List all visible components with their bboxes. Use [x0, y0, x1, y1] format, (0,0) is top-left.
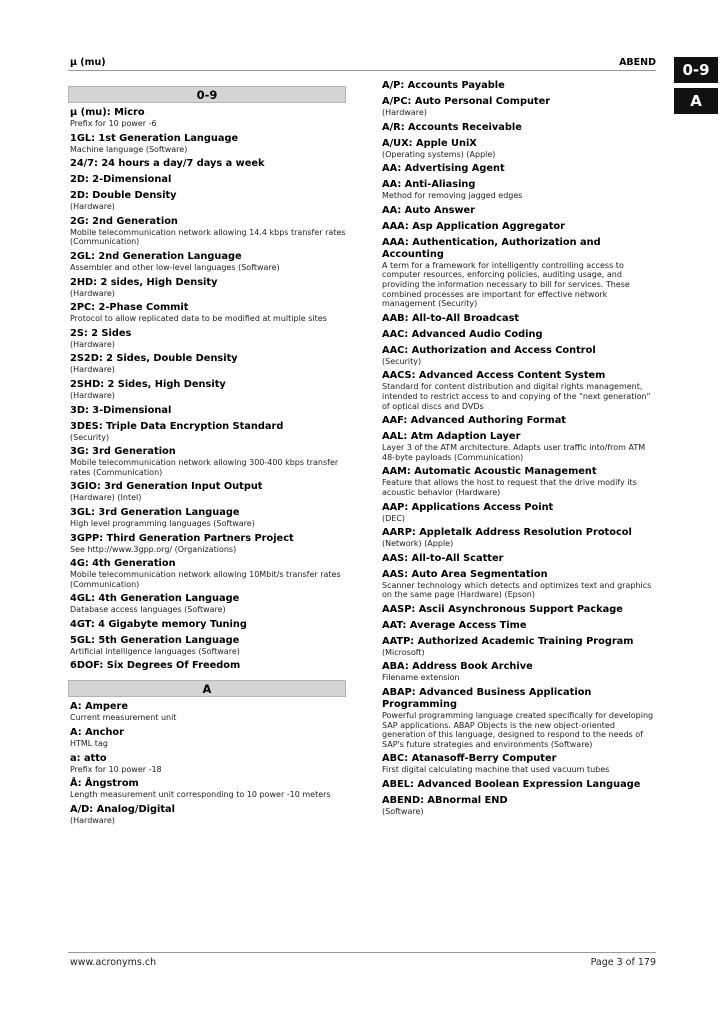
entry-description: (Microsoft) [382, 647, 425, 657]
glossary-entry [68, 133, 346, 155]
entry-term: ABAP: Advanced Business Application Programming [382, 687, 592, 711]
entry-description: Protocol to allow replicated data to be modified at multiple sites [70, 314, 327, 324]
entry-term: ABEND: ABnormal END [382, 795, 508, 807]
running-header-right: ABEND [619, 57, 656, 68]
entry-description: (Network) (Apple) [382, 539, 454, 549]
entry-description: High level programming languages (Software) [70, 518, 255, 528]
glossary-entry [380, 345, 658, 367]
glossary-entry [68, 660, 346, 672]
glossary-entry [68, 174, 346, 186]
entry-description: Machine language (Software) [70, 144, 188, 154]
entry-term: AASP: Ascii Asynchronous Support Package [382, 603, 623, 615]
glossary-entry [380, 415, 658, 427]
glossary-entry [380, 502, 658, 524]
entry-term: ABC: Atanasoff-Berry Computer [382, 753, 557, 765]
entry-description: (Hardware) [382, 108, 427, 117]
entry-term: 4G: 4th Generation [70, 558, 176, 570]
glossary-entry [68, 481, 346, 503]
entry-description: Prefix for 10 power -18 [70, 764, 162, 774]
entry-description: (Hardware) [70, 390, 115, 400]
glossary-entry [68, 216, 346, 247]
entry-description: HTML tag [70, 739, 108, 749]
glossary-entry [68, 251, 346, 273]
glossary-entry [380, 179, 658, 201]
entry-description: Current measurement unit [70, 713, 177, 723]
entry-term: AACS: Advanced Access Content System [382, 370, 606, 382]
entry-term: AAS: All-to-All Scatter [382, 552, 504, 564]
entry-term: AAL: Atm Adaption Layer [382, 431, 521, 443]
entry-description: Length measurement unit corresponding to 10 power -10 meters [70, 790, 331, 800]
entry-term: Å: Ångstrom [70, 778, 139, 790]
glossary-entry [68, 277, 346, 299]
glossary-entry [380, 329, 658, 341]
entry-description: Artificial intelligence languages (Software) [70, 646, 240, 656]
glossary-entry [68, 558, 346, 589]
glossary-entry [380, 237, 658, 309]
glossary-entry [68, 302, 346, 324]
entry-term: AAB: All-to-All Broadcast [382, 312, 520, 324]
entry-description: Assembler and other low-level languages (Software) [70, 262, 280, 272]
glossary-entry [68, 421, 346, 443]
glossary-entry [380, 569, 658, 600]
entry-term: 2SHD: 2 Sides, High Density [70, 378, 226, 390]
glossary-entry [380, 553, 658, 565]
entry-description: (Hardware) [70, 202, 115, 212]
glossary-entry [380, 779, 658, 791]
entry-term: 5GL: 5th Generation Language [70, 634, 240, 646]
entry-term: A/PC: Auto Personal Computer [382, 96, 551, 107]
entry-term: µ (mu): Micro [70, 107, 145, 118]
glossary-entry [380, 661, 658, 683]
glossary-entry [68, 804, 346, 826]
entry-term: 2PC: 2-Phase Commit [70, 302, 189, 314]
entry-description: Layer 3 of the ATM architecture. Adapts user traffic into/from ATM 48-byte payloads (Communication) [382, 443, 646, 462]
entry-term: AAC: Authorization and Access Control [382, 344, 596, 356]
entry-description: Scanner technology which detects and optimizes text and graphics on the same page (Hardware) (Epson) [382, 580, 652, 600]
glossary-entry [68, 753, 346, 775]
entry-term: 3DES: Triple Data Encryption Standard [70, 420, 284, 432]
glossary-entry [380, 636, 658, 658]
entry-description: First digital calculating machine that used vacuum tubes [382, 765, 610, 775]
entry-description: Prefix for 10 power -6 [70, 119, 157, 128]
glossary-entry [68, 446, 346, 477]
glossary-entry [380, 466, 658, 497]
entry-term: 3G: 3rd Generation [70, 446, 176, 458]
glossary-entry [380, 604, 658, 616]
glossary-entry [380, 687, 658, 749]
index-tab-a[interactable]: A [674, 88, 718, 114]
entry-term: 2D: 2-Dimensional [70, 174, 172, 186]
entry-term: AAM: Automatic Acoustic Management [382, 466, 597, 478]
glossary-entry [68, 328, 346, 350]
entry-term: AATP: Authorized Academic Training Program [382, 635, 634, 647]
glossary-entry [380, 122, 658, 134]
entry-term: AAA: Authentication, Authorization and Accounting [382, 236, 601, 260]
entry-term: AAS: Auto Area Segmentation [382, 568, 548, 580]
entry-term: 4GT: 4 Gigabyte memory Tuning [70, 618, 247, 630]
entry-description: (Security) [70, 432, 110, 442]
glossary-entry [380, 753, 658, 775]
entry-term: 2G: 2nd Generation [70, 215, 178, 227]
entry-term: A/D: Analog/Digital [70, 803, 175, 815]
footer-rule [68, 952, 656, 953]
entry-term: ABA: Address Book Archive [382, 661, 533, 673]
entry-description: (Hardware) [70, 815, 115, 825]
entry-description: (Hardware) (Intel) [70, 493, 142, 503]
glossary-entry [68, 619, 346, 631]
glossary-entry [68, 727, 346, 749]
entry-description: (Hardware) [70, 365, 115, 375]
glossary-entry [380, 205, 658, 217]
glossary-entry [68, 405, 346, 417]
entry-term: AARP: Appletalk Address Resolution Protocol [382, 527, 632, 539]
entry-description: Mobile telecommunication network allowing 14.4 kbps transfer rates (Communication) [70, 227, 346, 247]
glossary-entry [380, 80, 658, 92]
entry-description: Standard for content distribution and digital rights management, intended to restrict access to and copying of the "next generation" of optical discs and DVDs [382, 382, 651, 411]
entry-term: AA: Advertising Agent [382, 163, 505, 175]
entry-term: 3GL: 3rd Generation Language [70, 506, 240, 518]
entry-term: 2S2D: 2 Sides, Double Density [70, 353, 238, 365]
entry-description: Feature that allows the host to request that the drive modify its acoustic behavior (Hardware) [382, 478, 637, 497]
glossary-entry [380, 620, 658, 632]
entry-term: AAC: Advanced Audio Coding [382, 328, 543, 340]
entry-description: Mobile telecommunication network allowing 300-400 kbps transfer rates (Communication) [70, 458, 339, 477]
glossary-entry [380, 96, 658, 118]
entry-description: (Hardware) [70, 339, 115, 349]
header-rule [68, 70, 656, 71]
glossary-entry [68, 158, 346, 170]
entry-term: A: Ampere [70, 701, 129, 713]
footer-website: www.acronyms.ch [70, 957, 157, 968]
entry-description: (Operating systems) (Apple) [382, 149, 496, 159]
glossary-entry [380, 138, 658, 160]
glossary-entry [68, 701, 346, 723]
entry-term: 4GL: 4th Generation Language [70, 593, 240, 605]
glossary-entry [68, 107, 346, 129]
entry-description: (Security) [382, 356, 422, 366]
entry-term: 2HD: 2 sides, High Density [70, 276, 218, 288]
footer-page-number: Page 3 of 179 [590, 957, 656, 968]
entry-term: a: atto [70, 752, 107, 764]
entry-term: ABEL: Advanced Boolean Expression Language [382, 779, 641, 791]
entry-term: 3GPP: Third Generation Partners Project [70, 532, 294, 544]
section-heading: 0-9 [68, 86, 346, 103]
entry-term: 24/7: 24 hours a day/7 days a week [70, 158, 265, 170]
glossary-entry [380, 163, 658, 175]
entry-term: AAF: Advanced Authoring Format [382, 415, 566, 427]
glossary-entry [68, 507, 346, 529]
entry-term: AA: Anti-Aliasing [382, 179, 476, 191]
glossary-entry [380, 527, 658, 549]
entry-term: A/P: Accounts Payable [382, 80, 505, 91]
entry-term: A: Anchor [70, 727, 124, 739]
entry-description: A term for a framework for intelligently controlling access to computer resources, enforcing policies, auditing usage, and providing the information necessary to bill for services. These combined processes are important for effective network management (Security) [382, 260, 630, 309]
entry-term: 6DOF: Six Degrees Of Freedom [70, 660, 241, 672]
entry-term: 2D: Double Density [70, 190, 177, 202]
left-column [68, 80, 346, 829]
entry-description: Filename extension [382, 673, 460, 683]
entry-description: Powerful programming language created specifically for developing SAP applications. ABAP Objects is the new object-oriented generation of this language, designed to respond to the needs of SAP's future strategies and environments (Software) [382, 711, 654, 749]
entry-description: (Software) [382, 807, 424, 817]
entry-term: 3D: 3-Dimensional [70, 404, 172, 416]
glossary-entry [68, 778, 346, 800]
glossary-entry [68, 353, 346, 375]
glossary-entry [380, 795, 658, 817]
entry-term: AAA: Asp Application Aggregator [382, 220, 565, 232]
entry-description: See http://www.3gpp.org/ (Organizations) [70, 544, 237, 554]
glossary-entry [68, 533, 346, 555]
right-column [380, 80, 658, 821]
entry-description: Mobile telecommunication network allowing 10Mbit/s transfer rates (Communication) [70, 570, 341, 589]
entry-term: AA: Auto Answer [382, 204, 475, 216]
glossary-entry [380, 370, 658, 411]
entry-term: 3GIO: 3rd Generation Input Output [70, 481, 263, 493]
entry-description: Database access languages (Software) [70, 605, 226, 615]
entry-term: 1GL: 1st Generation Language [70, 132, 239, 144]
glossary-entry [68, 635, 346, 657]
entry-term: 2S: 2 Sides [70, 327, 132, 339]
glossary-entry [380, 431, 658, 462]
glossary-entry [380, 221, 658, 233]
glossary-entry [380, 313, 658, 325]
entry-term: A/R: Accounts Receivable [382, 121, 522, 133]
entry-term: 2GL: 2nd Generation Language [70, 250, 242, 262]
index-tab-0-9[interactable]: 0-9 [674, 57, 718, 83]
section-heading: A [68, 680, 346, 697]
entry-term: AAP: Applications Access Point [382, 501, 554, 513]
glossary-entry [68, 379, 346, 401]
entry-term: A/UX: Apple UniX [382, 137, 477, 149]
entry-description: Method for removing jagged edges [382, 191, 523, 201]
entry-description: (DEC) [382, 513, 406, 523]
entry-description: (Hardware) [70, 288, 115, 298]
running-header-left: µ (mu) [70, 57, 106, 68]
entry-term: AAT: Average Access Time [382, 619, 527, 631]
glossary-entry [68, 593, 346, 615]
glossary-entry [68, 190, 346, 212]
